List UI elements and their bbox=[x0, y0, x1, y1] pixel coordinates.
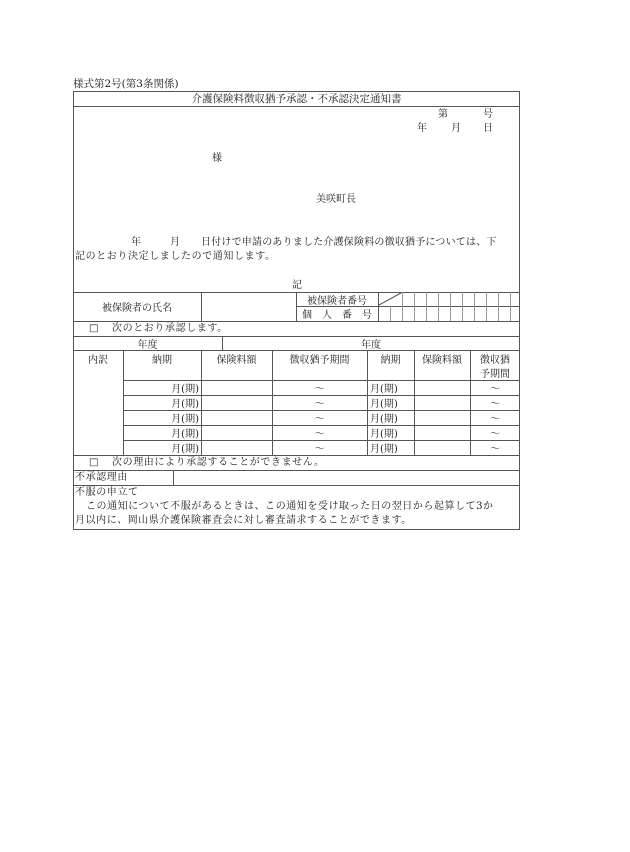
rejection-reason-label: 不承認理由 bbox=[75, 472, 128, 483]
insured-name-field[interactable] bbox=[202, 292, 296, 321]
due-left: 月(期) bbox=[171, 429, 199, 440]
grid-line bbox=[498, 306, 499, 321]
date-day: 日 bbox=[483, 123, 493, 134]
period-right: ～ bbox=[490, 414, 500, 425]
grid-line bbox=[462, 306, 463, 321]
grid-line bbox=[474, 292, 475, 306]
due-left: 月(期) bbox=[171, 444, 199, 455]
amount-left-field[interactable] bbox=[201, 395, 272, 410]
due-right: 月(期) bbox=[370, 384, 398, 395]
number-suffix: 号 bbox=[483, 109, 493, 120]
divider bbox=[73, 485, 520, 486]
grid-line bbox=[390, 306, 391, 321]
number-prefix: 第 bbox=[438, 109, 448, 120]
col-amount-right: 保険料額 bbox=[422, 355, 462, 366]
amount-left-field[interactable] bbox=[201, 425, 272, 440]
body-month: 月 bbox=[170, 237, 180, 248]
grid-line bbox=[438, 292, 439, 306]
amount-right-field[interactable] bbox=[414, 440, 470, 455]
grid-line bbox=[510, 292, 511, 306]
ki-label: 記 bbox=[292, 280, 302, 291]
grid-line bbox=[486, 292, 487, 306]
due-left: 月(期) bbox=[171, 384, 199, 395]
period-left: ～ bbox=[314, 414, 325, 425]
reject-label: 次の理由により承認することができません。 bbox=[112, 457, 325, 468]
date-year: 年 bbox=[417, 123, 427, 134]
body-line1: 日付けで申請のありました介護保険料の徴収猶予については、下 bbox=[201, 237, 497, 248]
grid-line bbox=[402, 292, 403, 306]
grid-line bbox=[450, 306, 451, 321]
personal-number-label: 個 人 番 号 bbox=[302, 310, 372, 321]
period-right: ～ bbox=[490, 384, 500, 395]
diagonal-slash-icon bbox=[378, 292, 402, 306]
due-right: 月(期) bbox=[370, 444, 398, 455]
amount-right-field[interactable] bbox=[414, 395, 470, 410]
period-right: ～ bbox=[490, 399, 500, 410]
grid-line bbox=[450, 292, 451, 306]
grid-line bbox=[438, 306, 439, 321]
grid-line bbox=[414, 292, 415, 306]
insured-number-label: 被保険者番号 bbox=[307, 295, 367, 307]
due-right: 月(期) bbox=[370, 429, 398, 440]
period-right: ～ bbox=[490, 429, 500, 440]
col-due-left: 納期 bbox=[152, 355, 172, 366]
period-right: ～ bbox=[490, 444, 500, 455]
date-month: 月 bbox=[451, 123, 461, 134]
fiscal-year-left: 年度 bbox=[137, 339, 158, 351]
period-left: ～ bbox=[314, 384, 325, 395]
grid-line bbox=[462, 292, 463, 306]
grid-line bbox=[414, 306, 415, 321]
divider bbox=[73, 106, 520, 107]
col-period-left: 徴収猶予期間 bbox=[289, 355, 350, 366]
period-left: ～ bbox=[314, 444, 325, 455]
form-title: 介護保険料徴収猶予承認・不承認決定通知書 bbox=[191, 93, 402, 105]
amount-left-field[interactable] bbox=[201, 410, 272, 425]
grid-line bbox=[426, 306, 427, 321]
addressee-suffix: 様 bbox=[212, 153, 222, 164]
appeal-line1: この通知について不服があるときは、この通知を受け取った日の翌日から起算して3か bbox=[86, 501, 494, 512]
grid-line bbox=[474, 306, 475, 321]
issuer: 美咲町長 bbox=[316, 194, 356, 205]
form-number: 様式第2号(第3条関係) bbox=[73, 78, 179, 90]
col-breakdown: 内訳 bbox=[88, 355, 108, 366]
approve-checkbox[interactable]: □ bbox=[89, 323, 99, 334]
appeal-line2: 月以内に、岡山県介護保険審査会に対し審査請求することができます。 bbox=[75, 515, 412, 526]
grid-line bbox=[402, 306, 403, 321]
due-right: 月(期) bbox=[370, 414, 398, 425]
body-year: 年 bbox=[131, 237, 141, 248]
due-right: 月(期) bbox=[370, 399, 398, 410]
grid-line bbox=[426, 292, 427, 306]
body-line2: 記のとおり決定しましたので通知します。 bbox=[75, 251, 276, 262]
amount-left-field[interactable] bbox=[201, 380, 272, 395]
due-left: 月(期) bbox=[171, 399, 199, 410]
grid-line bbox=[498, 292, 499, 306]
col-period-right-line2: 予期間 bbox=[480, 369, 510, 380]
grid-line bbox=[486, 306, 487, 321]
col-amount-left: 保険料額 bbox=[216, 355, 257, 366]
grid-line bbox=[510, 306, 511, 321]
rejection-reason-field[interactable] bbox=[174, 470, 520, 485]
amount-right-field[interactable] bbox=[414, 410, 470, 425]
col-due-right: 納期 bbox=[380, 355, 401, 366]
reject-checkbox[interactable]: □ bbox=[89, 457, 99, 468]
period-left: ～ bbox=[314, 429, 325, 440]
fiscal-year-right: 年度 bbox=[361, 339, 381, 351]
due-left: 月(期) bbox=[171, 414, 199, 425]
amount-left-field[interactable] bbox=[201, 440, 272, 455]
insured-name-label: 被保険者の氏名 bbox=[102, 303, 172, 314]
amount-right-field[interactable] bbox=[414, 425, 470, 440]
col-period-right-line1: 徴収猶 bbox=[480, 355, 510, 366]
approve-label: 次のとおり承認します。 bbox=[112, 323, 228, 334]
appeal-heading: 不服の申立て bbox=[75, 487, 139, 498]
amount-right-field[interactable] bbox=[414, 380, 470, 395]
period-left: ～ bbox=[314, 399, 325, 410]
